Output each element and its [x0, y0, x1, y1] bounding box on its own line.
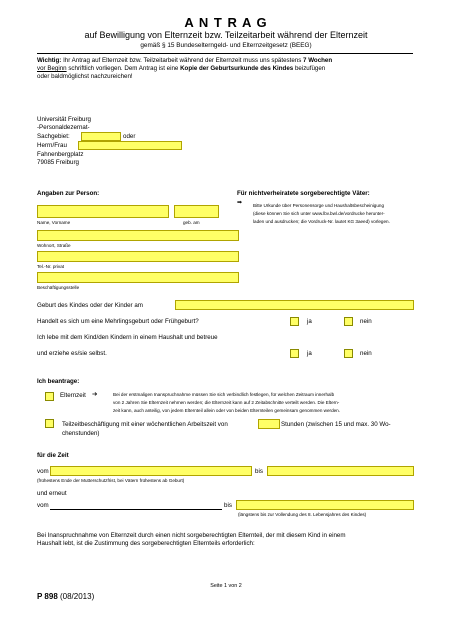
period-to-label-2: bis — [224, 502, 232, 509]
multiple-birth-question: Handelt es sich um eine Mehrlingsgeburt oder Frühgeburt? — [37, 318, 199, 325]
address-or: oder — [123, 133, 136, 140]
recipient-field[interactable] — [78, 141, 182, 150]
request-heading: Ich beantrage: — [37, 378, 80, 385]
address-department: -Personaldezernat- — [37, 124, 90, 131]
notice-important: Wichtig: — [37, 57, 62, 64]
birthdate-label: geb. am — [183, 220, 200, 225]
arrow-icon: ➡ — [237, 200, 243, 206]
birth-date-label: Geburt des Kindes oder der Kinder am — [37, 302, 143, 309]
parental-leave-label: Elternzeit — [60, 392, 86, 399]
form-title: A N T R A G — [184, 15, 268, 30]
parental-leave-info-3: zeit kann, auch anteilig, von jedem Elternteil allein oder von beiden Elternteilen gemeinsam genommen werden. — [113, 408, 341, 413]
household-question-1: Ich lebe mit dem Kind/den Kindern in einem Haushalt und betreue — [37, 334, 218, 341]
form-number-date: (08/2013) — [57, 592, 95, 601]
notice-deadline: 7 Wochen — [303, 57, 333, 64]
consent-line-1: Bei Inanspruchnahme von Elternzeit durch einen nicht sorgeberechtigten Elternteil, der mit diesem Kind in einem — [37, 532, 346, 539]
multiple-birth-no-label: nein — [360, 318, 372, 325]
person-heading: Angaben zur Person: — [37, 190, 100, 197]
law-reference: gemäß § 15 Bundeselterngeld- und Elternzeitgesetz (BEEG) — [140, 42, 312, 49]
household-yes-checkbox[interactable] — [290, 349, 299, 358]
name-label: Name, Vorname — [37, 220, 71, 225]
parental-leave-info-1: Bei der erstmaligen Inanspruchnahme müssen Sie sich verbindlich festlegen, für welchen Zeitraum innerhalb — [113, 392, 335, 397]
period-to-field[interactable] — [267, 466, 414, 476]
period-from-label-2: vom — [37, 502, 49, 509]
consent-line-2: Haushalt lebt, ist die Zustimmung des sorgeberechtigten Elternteils erforderlich: — [37, 540, 255, 547]
notice-text-3: beizufügen — [293, 65, 326, 72]
workplace-label: Beschäftigungsstelle — [37, 285, 80, 290]
address-street: Fahnenbergplatz — [37, 151, 84, 158]
household-no-checkbox[interactable] — [344, 349, 353, 358]
arrow-right-icon: ➔ — [92, 391, 98, 398]
workplace-field[interactable] — [37, 272, 239, 283]
notice-birth-certificate: Kopie der Geburtsurkunde des Kindes — [180, 65, 294, 72]
period-from-field[interactable] — [50, 466, 252, 476]
address-section-label: Sachgebiet: — [37, 133, 70, 140]
parental-leave-checkbox[interactable] — [45, 392, 54, 401]
parttime-label-3: chenstunden) — [62, 430, 100, 437]
household-question-2: und erziehe es/sie selbst. — [37, 350, 107, 357]
period-again-label: und erneut — [37, 490, 67, 497]
page-number: Seite 1 von 2 — [210, 583, 242, 589]
parttime-label-2: Stunden (zwischen 15 und max. 30 Wo- — [281, 421, 391, 428]
header-divider — [37, 53, 413, 54]
form-subtitle: auf Bewilligung von Elternzeit bzw. Teilzeitarbeit während der Elternzeit — [84, 30, 368, 40]
parttime-checkbox[interactable] — [45, 419, 54, 428]
notice-line-3: oder baldmöglichst nachzureichen! — [37, 73, 133, 80]
notice-before-start: vor Beginn — [37, 65, 67, 72]
period-from-line-2[interactable] — [50, 509, 222, 510]
household-no-label: nein — [360, 350, 372, 357]
period-to-note: (längstens bis zur Vollendung des 8. Lebensjahres des Kindes) — [238, 512, 367, 517]
unmarried-text-1: Bitte Urkunde über Personensorge und Haushaltsbescheinigung — [253, 203, 385, 208]
household-yes-label: ja — [307, 350, 312, 357]
weekly-hours-field[interactable] — [258, 419, 280, 429]
address-city: 79085 Freiburg — [37, 159, 79, 166]
unmarried-heading: Für nichtverheiratete sorgeberechtigte Väter: — [237, 190, 370, 197]
parttime-label: Teilzeitbeschäftigung mit einer wöchentlichen Arbeitszeit von — [62, 421, 228, 428]
form-number-code: P 898 — [37, 592, 58, 601]
address-label: Wohnort, Straße — [37, 243, 71, 248]
parental-leave-info-2: von 2 Jahren Sie Elternzeit nehmen werden; die Elternzeit kann auf 2 Zeitabschnitte verteilt werden. Die Eltern- — [113, 400, 340, 405]
unmarried-text-2: (diese können Sie sich unter www.lbv.bwl.de/vordrucke herunter- — [253, 211, 385, 216]
notice-text-2: schriftlich vorliegen. Dem Antrag ist eine — [66, 65, 181, 72]
phone-label: Tel.-Nr. privat — [37, 264, 65, 269]
unmarried-text-3: laden und ausdrucken; die Vordruck-Nr. lautet KG 3aeed) vorlegen. — [253, 219, 390, 224]
multiple-birth-yes-label: ja — [307, 318, 312, 325]
period-from-note: (frühestens Ende der Mutterschutzfrist, bei Vätern frühestens ab Geburt) — [37, 478, 185, 483]
address-recipient-label: Herrn/Frau — [37, 142, 67, 149]
multiple-birth-no-checkbox[interactable] — [344, 317, 353, 326]
child-birthdate-field[interactable] — [175, 300, 414, 310]
birthdate-field[interactable] — [174, 205, 219, 218]
form-number — [37, 592, 94, 601]
notice-line-2 — [37, 65, 325, 72]
phone-field[interactable] — [37, 251, 239, 262]
period-heading: für die Zeit — [37, 452, 69, 459]
name-field[interactable] — [37, 205, 169, 218]
address-university: Universität Freiburg — [37, 116, 91, 123]
period-to-label: bis — [255, 468, 263, 475]
notice-line-1 — [37, 57, 332, 64]
section-field[interactable] — [81, 132, 121, 141]
address-field[interactable] — [37, 230, 239, 241]
multiple-birth-yes-checkbox[interactable] — [290, 317, 299, 326]
notice-text: Ihr Antrag auf Elternzeit bzw. Teilzeitarbeit während der Elternzeit muss uns spätestens — [61, 57, 304, 64]
period-to-field-2[interactable] — [236, 500, 414, 510]
period-from-label: vom — [37, 468, 49, 475]
